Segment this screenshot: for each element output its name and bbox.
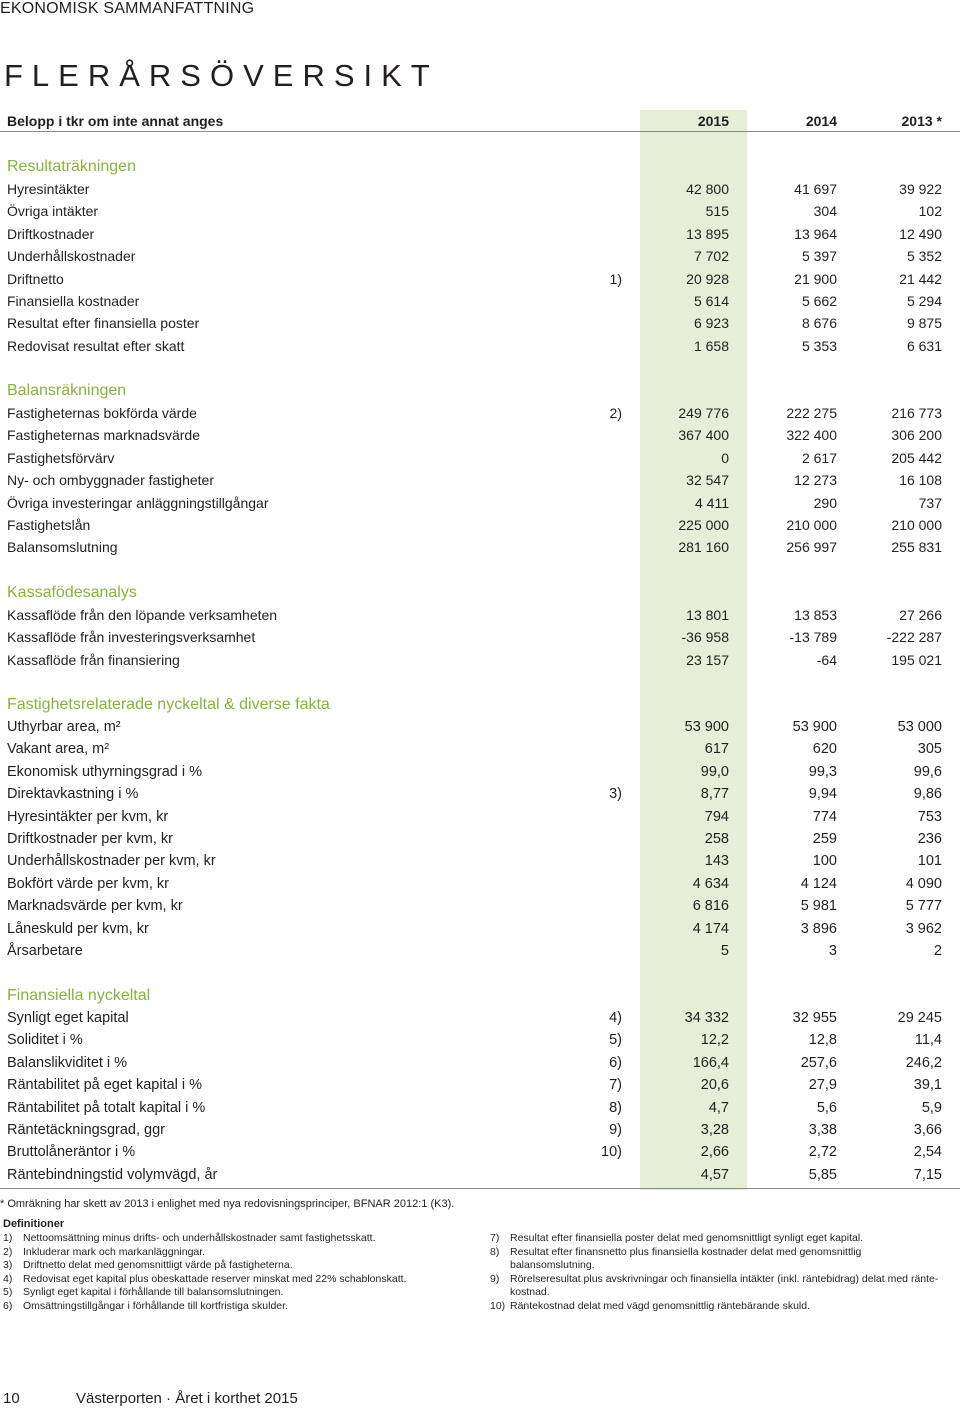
value-2013: 5 352 <box>906 248 942 265</box>
definition-number: 1) <box>3 1232 13 1244</box>
value-2013: 102 <box>918 203 942 220</box>
value-2014: 5 662 <box>801 293 837 309</box>
row-label: Räntabilitet på totalt kapital i % <box>7 1099 206 1116</box>
value-2014: 5 353 <box>801 337 837 354</box>
table-row <box>0 1007 960 1029</box>
table-row <box>0 402 960 424</box>
value-2014: 222 275 <box>786 405 837 421</box>
table-row <box>0 1164 960 1186</box>
value-2014: 304 <box>813 203 837 220</box>
value-2015: 5 614 <box>693 293 729 309</box>
definition-number: 9) <box>490 1272 500 1285</box>
value-2014: 3 <box>828 943 837 959</box>
value-2015: 8,77 <box>700 786 729 803</box>
definition-text: Räntekostnad delat med vägd genomsnittlig räntebärande skuld. <box>510 1299 811 1312</box>
row-note-ref: 7) <box>609 1077 622 1094</box>
value-2015: 6 816 <box>692 898 729 915</box>
definitions-title: Definitioner <box>3 1218 65 1230</box>
value-2013: -222 287 <box>886 629 942 646</box>
value-2013: 195 021 <box>891 651 942 668</box>
value-2014: 13 853 <box>794 607 837 623</box>
value-2015: 166,4 <box>692 1054 729 1071</box>
value-2015: 617 <box>704 741 729 758</box>
row-label: Ny- och ombyggnader fastigheter <box>7 472 214 489</box>
value-2015: 2,66 <box>700 1144 729 1161</box>
value-2015: 23 157 <box>686 651 729 668</box>
row-label: Räntebindningstid volymvägd, år <box>7 1166 218 1183</box>
table-row <box>0 716 960 738</box>
header-label: Belopp i tkr om inte annat anges <box>7 113 224 129</box>
value-2014: 9,94 <box>808 786 837 803</box>
value-2015: 249 776 <box>678 405 729 421</box>
table-row <box>0 492 960 514</box>
row-label: Ekonomisk uthyrningsgrad i % <box>7 763 203 780</box>
row-note-ref: 10) <box>601 1144 622 1161</box>
value-2013: 29 245 <box>897 1010 942 1026</box>
row-label: Kassaflöde från finansiering <box>7 651 180 668</box>
header-rule <box>0 131 960 132</box>
row-label: Övriga investeringar anläggningstillgångar <box>7 494 269 511</box>
table-row <box>0 1029 960 1051</box>
table-row <box>0 447 960 469</box>
table-row <box>0 1052 960 1074</box>
value-2015: 5 <box>720 943 729 959</box>
table-row <box>0 940 960 962</box>
row-label: Redovisat resultat efter skatt <box>7 337 185 354</box>
value-2013: 753 <box>917 808 942 825</box>
value-2015: 4 174 <box>692 920 729 937</box>
value-2013: 99,6 <box>913 763 942 780</box>
value-2013: 2,54 <box>913 1144 942 1161</box>
value-2014: 41 697 <box>794 181 837 197</box>
value-2013: 11,4 <box>914 1032 942 1049</box>
value-2014: 5,85 <box>808 1166 837 1183</box>
row-label: Fastigheternas bokförda värde <box>7 405 197 421</box>
table-row <box>0 223 960 245</box>
row-note-ref: 1) <box>609 270 622 287</box>
section-heading: Resultaträkningen <box>7 158 136 175</box>
table-row <box>0 335 960 357</box>
row-label: Fastigheternas marknadsvärde <box>7 427 200 444</box>
value-2015: 281 160 <box>678 539 729 556</box>
value-2013: 7,15 <box>913 1166 942 1183</box>
definition-text: Inkluderar mark och markanläggningar. <box>23 1245 206 1258</box>
row-label: Bokfört värde per kvm, kr <box>7 875 169 892</box>
value-2015: 13 801 <box>686 607 729 623</box>
value-2015: 4,57 <box>700 1166 729 1183</box>
value-2013: 236 <box>917 831 942 847</box>
value-2013: 2 <box>933 943 942 959</box>
value-2013: 27 266 <box>899 607 942 623</box>
value-2014: 620 <box>812 741 837 758</box>
value-2015: 1 658 <box>693 337 729 354</box>
row-note-ref: 4) <box>609 1010 622 1026</box>
table-row <box>0 1097 960 1119</box>
value-2014: 5,6 <box>816 1099 837 1116</box>
value-2015: 143 <box>704 853 729 870</box>
row-label: Underhållskostnader per kvm, kr <box>7 853 216 870</box>
value-2014: 4 124 <box>800 875 837 892</box>
table-row <box>0 1119 960 1141</box>
row-note-ref: 2) <box>609 405 622 421</box>
value-2013: 9,86 <box>913 786 942 803</box>
value-2014: -64 <box>816 651 837 668</box>
restatement-note: * Omräkning har skett av 2013 i enlighet med nya redovisningsprinciper, BFNAR 2012:1 (K3). <box>0 1198 455 1210</box>
table-row <box>0 424 960 446</box>
value-2013: 216 773 <box>891 405 942 421</box>
definition-number: 5) <box>3 1286 13 1298</box>
value-2013: 3,66 <box>913 1122 942 1138</box>
definition-text: balansomslutning. <box>510 1259 595 1271</box>
row-label: Finansiella kostnader <box>7 293 140 309</box>
value-2013: 39,1 <box>913 1077 942 1094</box>
value-2014: 100 <box>812 853 837 870</box>
value-2015: 99,0 <box>700 763 729 780</box>
value-2015: 12,2 <box>700 1032 729 1049</box>
value-2013: 6 631 <box>906 337 942 354</box>
page-number: 10 <box>3 1390 20 1407</box>
header-year-2014: 2014 <box>805 113 837 129</box>
row-note-ref: 9) <box>609 1122 622 1138</box>
value-2014: 259 <box>812 831 837 847</box>
row-label: Uthyrbar area, m² <box>7 719 121 735</box>
value-2014: 5 397 <box>801 248 837 265</box>
value-2015: 4 411 <box>695 494 729 511</box>
definition-text: Synligt eget kapital i förhållande till balansomslutningen. <box>23 1286 284 1298</box>
value-2015: 4 634 <box>692 875 729 892</box>
row-label: Fastighetslån <box>7 517 91 533</box>
definition-text: Rörelseresultat plus avskrivningar och finansiella intäkter (inkl. räntebidrag) delat med ränte- <box>510 1272 939 1285</box>
value-2014: 32 955 <box>792 1010 837 1026</box>
row-label: Driftkostnader <box>7 225 95 242</box>
value-2013: 737 <box>918 494 942 511</box>
table-row <box>0 806 960 828</box>
value-2013: 205 442 <box>891 449 942 466</box>
value-2015: 515 <box>705 203 729 220</box>
value-2014: 13 964 <box>794 225 837 242</box>
row-label: Synligt eget kapital <box>7 1010 129 1026</box>
value-2013: 3 962 <box>905 920 942 937</box>
definition-number: 6) <box>3 1299 13 1312</box>
definition-number: 4) <box>3 1272 13 1285</box>
header-year-2015: 2015 <box>697 113 729 129</box>
definition-text: Nettoomsättning minus drifts- och underhållskostnader samt fastighetsskatt. <box>23 1232 376 1244</box>
row-note-ref: 8) <box>609 1099 622 1116</box>
table-row <box>0 469 960 491</box>
value-2013: 255 831 <box>891 539 942 556</box>
value-2014: 12,8 <box>808 1032 837 1049</box>
row-note-ref: 6) <box>609 1054 622 1071</box>
value-2013: 306 200 <box>891 427 942 444</box>
value-2014: 8 676 <box>801 315 837 332</box>
value-2015: 367 400 <box>678 427 729 444</box>
value-2013: 5 777 <box>905 898 942 915</box>
table-row <box>0 850 960 872</box>
value-2013: 4 090 <box>905 875 942 892</box>
value-2013: 21 442 <box>899 270 942 287</box>
value-2015: 225 000 <box>678 517 729 533</box>
value-2015: 0 <box>721 449 729 466</box>
value-2015: 53 900 <box>684 719 729 735</box>
page-title: FLERÅRSÖVERSIKT <box>4 58 439 93</box>
value-2014: 27,9 <box>808 1077 837 1094</box>
row-label: Bruttolåneräntor i % <box>7 1144 136 1161</box>
row-label: Balansomslutning <box>7 539 118 556</box>
section-heading: Finansiella nyckeltal <box>7 987 151 1004</box>
row-label: Hyresintäkter per kvm, kr <box>7 808 169 825</box>
value-2014: 12 273 <box>794 472 837 489</box>
value-2015: 794 <box>704 808 729 825</box>
value-2015: 6 923 <box>693 315 729 332</box>
value-2015: 4,7 <box>708 1099 729 1116</box>
definition-text: Resultat efter finansnetto plus finansiella kostnader delat med genomsnittlig <box>510 1245 862 1258</box>
value-2015: 7 702 <box>693 248 729 265</box>
definition-text: Resultat efter finansiella poster delat med genomsnittligt synligt eget kapital. <box>510 1232 864 1244</box>
table-row <box>0 536 960 558</box>
row-label: Resultat efter finansiella poster <box>7 315 200 332</box>
row-label: Direktavkastning i % <box>7 786 139 803</box>
table-row <box>0 1141 960 1163</box>
definition-text: kostnad. <box>510 1286 550 1298</box>
value-2014: 2 617 <box>801 449 837 466</box>
value-2014: 774 <box>812 808 837 825</box>
row-label: Årsarbetare <box>7 943 83 959</box>
table-row <box>0 873 960 895</box>
definition-number: 2) <box>3 1245 13 1258</box>
table-row <box>0 178 960 200</box>
definition-number: 8) <box>490 1245 500 1258</box>
value-2015: 32 547 <box>686 472 729 489</box>
table-row <box>0 626 960 648</box>
row-label: Underhållskostnader <box>7 248 136 265</box>
table-row <box>0 761 960 783</box>
value-2013: 246,2 <box>905 1054 942 1071</box>
table-row <box>0 200 960 222</box>
row-label: Räntabilitet på eget kapital i % <box>7 1077 203 1094</box>
value-2013: 39 922 <box>899 181 942 197</box>
table-row <box>0 268 960 290</box>
row-label: Soliditet i % <box>7 1032 83 1049</box>
section-heading: Kassafödesanalys <box>7 584 137 601</box>
table-header <box>0 110 960 132</box>
value-2013: 12 490 <box>899 225 942 242</box>
value-2014: 99,3 <box>808 763 837 780</box>
section-heading: Fastighetsrelaterade nyckeltal & diverse fakta <box>7 696 330 713</box>
definition-number: 3) <box>3 1259 13 1271</box>
row-label: Kassaflöde från den löpande verksamheten <box>7 607 278 623</box>
value-2014: 322 400 <box>786 427 837 444</box>
value-2013: 16 108 <box>899 472 942 489</box>
value-2015: 34 332 <box>684 1010 729 1026</box>
table-row <box>0 604 960 626</box>
value-2015: 3,28 <box>700 1122 729 1138</box>
value-2015: 258 <box>704 831 729 847</box>
table-row <box>0 514 960 536</box>
value-2015: 20 928 <box>686 270 729 287</box>
row-label: Hyresintäkter <box>7 181 90 197</box>
value-2014: 21 900 <box>794 270 837 287</box>
value-2014: 2,72 <box>808 1144 837 1161</box>
value-2014: 5 981 <box>800 898 837 915</box>
value-2014: 53 900 <box>792 719 837 735</box>
table-row <box>0 895 960 917</box>
section-label: EKONOMISK SAMMANFATTNING <box>0 0 255 17</box>
table-row <box>0 828 960 850</box>
row-label: Marknadsvärde per kvm, kr <box>7 898 183 915</box>
value-2014: 290 <box>813 494 837 511</box>
table-row <box>0 1074 960 1096</box>
value-2013: 101 <box>917 853 942 870</box>
definition-text: Driftnetto delat med genomsnittligt värde på fastigheterna. <box>23 1259 293 1271</box>
value-2013: 305 <box>917 741 942 758</box>
value-2015: 13 895 <box>686 225 729 242</box>
value-2015: -36 958 <box>681 629 729 646</box>
value-2013: 5 294 <box>906 293 942 309</box>
value-2014: 257,6 <box>800 1054 837 1071</box>
definition-text: Omsättningstillgångar i förhållande till kortfristiga skulder. <box>23 1299 288 1312</box>
header-year-2013: 2013 * <box>901 113 942 129</box>
row-label: Kassaflöde från investeringsverksamhet <box>7 629 256 646</box>
definition-text: Redovisat eget kapital plus obeskattade reserver minskat med 22% schablonskatt. <box>23 1272 407 1285</box>
table-row <box>0 918 960 940</box>
row-label: Låneskuld per kvm, kr <box>7 920 149 937</box>
value-2015: 20,6 <box>700 1077 729 1094</box>
row-label: Räntetäckningsgrad, ggr <box>7 1122 165 1138</box>
value-2013: 9 875 <box>906 315 942 332</box>
value-2014: 210 000 <box>786 517 837 533</box>
table-row <box>0 290 960 312</box>
table-row <box>0 738 960 760</box>
table-row <box>0 649 960 671</box>
row-label: Driftkostnader per kvm, kr <box>7 831 173 847</box>
table-row <box>0 783 960 805</box>
value-2013: 210 000 <box>891 517 942 533</box>
definition-number: 7) <box>490 1232 500 1244</box>
value-2014: 3 896 <box>800 920 837 937</box>
value-2013: 5,9 <box>921 1099 942 1116</box>
definition-number: 10) <box>490 1299 506 1312</box>
value-2013: 53 000 <box>897 719 942 735</box>
value-2014: -13 789 <box>789 629 837 646</box>
value-2014: 3,38 <box>808 1122 837 1138</box>
table-bottom-rule <box>0 1188 960 1189</box>
publication-title: Västerporten · Året i korthet 2015 <box>76 1390 298 1407</box>
row-label: Vakant area, m² <box>7 741 110 758</box>
value-2015: 42 800 <box>686 181 729 197</box>
row-label: Fastighetsförvärv <box>7 449 115 466</box>
row-label: Driftnetto <box>7 270 64 287</box>
table-row <box>0 312 960 334</box>
row-label: Balanslikviditet i % <box>7 1054 128 1071</box>
row-note-ref: 3) <box>609 786 622 803</box>
value-2014: 256 997 <box>786 539 837 556</box>
row-label: Övriga intäkter <box>7 203 99 220</box>
table-row <box>0 245 960 267</box>
section-heading: Balansräkningen <box>7 382 127 399</box>
row-note-ref: 5) <box>609 1032 622 1049</box>
